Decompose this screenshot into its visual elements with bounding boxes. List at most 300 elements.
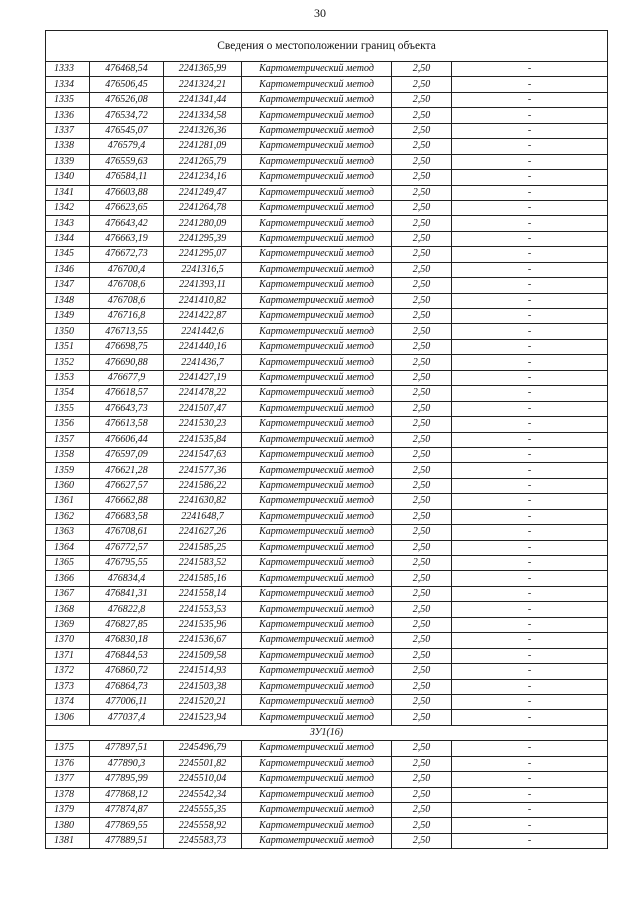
y-coordinate-cell: 2241585,16 bbox=[164, 571, 242, 586]
precision-cell: 2,50 bbox=[392, 432, 452, 447]
precision-cell: 2,50 bbox=[392, 247, 452, 262]
y-coordinate-cell: 2241503,38 bbox=[164, 679, 242, 694]
description-cell: - bbox=[452, 710, 608, 725]
method-cell: Картометрический метод bbox=[242, 355, 392, 370]
method-cell: Картометрический метод bbox=[242, 108, 392, 123]
table-row bbox=[46, 247, 608, 262]
point-number-cell: 1375 bbox=[46, 741, 90, 756]
precision-cell: 2,50 bbox=[392, 154, 452, 169]
x-coordinate-cell: 477889,51 bbox=[90, 833, 164, 848]
y-coordinate-cell: 2245583,73 bbox=[164, 833, 242, 848]
x-coordinate-cell: 476545,07 bbox=[90, 123, 164, 138]
x-coordinate-cell: 476643,73 bbox=[90, 401, 164, 416]
point-number-cell: 1360 bbox=[46, 478, 90, 493]
section-header-row bbox=[46, 725, 608, 740]
table-row bbox=[46, 787, 608, 802]
method-cell: Картометрический метод bbox=[242, 247, 392, 262]
precision-cell: 2,50 bbox=[392, 309, 452, 324]
precision-cell: 2,50 bbox=[392, 324, 452, 339]
point-number-cell: 1340 bbox=[46, 170, 90, 185]
x-coordinate-cell: 477037,4 bbox=[90, 710, 164, 725]
table-row bbox=[46, 478, 608, 493]
boundary-table bbox=[45, 30, 608, 849]
x-coordinate-cell: 476698,75 bbox=[90, 339, 164, 354]
precision-cell: 2,50 bbox=[392, 741, 452, 756]
precision-cell: 2,50 bbox=[392, 571, 452, 586]
precision-cell: 2,50 bbox=[392, 818, 452, 833]
description-cell: - bbox=[452, 77, 608, 92]
precision-cell: 2,50 bbox=[392, 293, 452, 308]
table-row bbox=[46, 525, 608, 540]
section-label: ЗУ1(16) bbox=[46, 725, 608, 740]
description-cell: - bbox=[452, 787, 608, 802]
precision-cell: 2,50 bbox=[392, 447, 452, 462]
point-number-cell: 1349 bbox=[46, 309, 90, 324]
x-coordinate-cell: 476613,58 bbox=[90, 417, 164, 432]
method-cell: Картометрический метод bbox=[242, 185, 392, 200]
precision-cell: 2,50 bbox=[392, 803, 452, 818]
y-coordinate-cell: 2241324,21 bbox=[164, 77, 242, 92]
precision-cell: 2,50 bbox=[392, 386, 452, 401]
precision-cell: 2,50 bbox=[392, 417, 452, 432]
y-coordinate-cell: 2241509,58 bbox=[164, 648, 242, 663]
table-title-row bbox=[46, 31, 608, 62]
x-coordinate-cell: 476772,57 bbox=[90, 540, 164, 555]
x-coordinate-cell: 476662,88 bbox=[90, 494, 164, 509]
table-row bbox=[46, 633, 608, 648]
table-row bbox=[46, 262, 608, 277]
y-coordinate-cell: 2241583,52 bbox=[164, 556, 242, 571]
method-cell: Картометрический метод bbox=[242, 278, 392, 293]
precision-cell: 2,50 bbox=[392, 478, 452, 493]
x-coordinate-cell: 476603,88 bbox=[90, 185, 164, 200]
method-cell: Картометрический метод bbox=[242, 139, 392, 154]
description-cell: - bbox=[452, 401, 608, 416]
method-cell: Картометрический метод bbox=[242, 370, 392, 385]
point-number-cell: 1350 bbox=[46, 324, 90, 339]
point-number-cell: 1361 bbox=[46, 494, 90, 509]
method-cell: Картометрический метод bbox=[242, 803, 392, 818]
point-number-cell: 1339 bbox=[46, 154, 90, 169]
method-cell: Картометрический метод bbox=[242, 664, 392, 679]
precision-cell: 2,50 bbox=[392, 92, 452, 107]
table-row bbox=[46, 154, 608, 169]
table-row bbox=[46, 355, 608, 370]
description-cell: - bbox=[452, 154, 608, 169]
y-coordinate-cell: 2241281,09 bbox=[164, 139, 242, 154]
x-coordinate-cell: 476672,73 bbox=[90, 247, 164, 262]
precision-cell: 2,50 bbox=[392, 787, 452, 802]
point-number-cell: 1358 bbox=[46, 447, 90, 462]
point-number-cell: 1374 bbox=[46, 694, 90, 709]
y-coordinate-cell: 2241530,23 bbox=[164, 417, 242, 432]
method-cell: Картометрический метод bbox=[242, 617, 392, 632]
table-row bbox=[46, 216, 608, 231]
point-number-cell: 1380 bbox=[46, 818, 90, 833]
x-coordinate-cell: 476506,45 bbox=[90, 77, 164, 92]
description-cell: - bbox=[452, 617, 608, 632]
description-cell: - bbox=[452, 648, 608, 663]
point-number-cell: 1368 bbox=[46, 602, 90, 617]
point-number-cell: 1356 bbox=[46, 417, 90, 432]
table-row bbox=[46, 494, 608, 509]
point-number-cell: 1354 bbox=[46, 386, 90, 401]
point-number-cell: 1381 bbox=[46, 833, 90, 848]
method-cell: Картометрический метод bbox=[242, 62, 392, 77]
page-number: 30 bbox=[314, 6, 326, 20]
point-number-cell: 1373 bbox=[46, 679, 90, 694]
y-coordinate-cell: 2241547,63 bbox=[164, 447, 242, 462]
method-cell: Картометрический метод bbox=[242, 494, 392, 509]
method-cell: Картометрический метод bbox=[242, 262, 392, 277]
y-coordinate-cell: 2241249,47 bbox=[164, 185, 242, 200]
precision-cell: 2,50 bbox=[392, 355, 452, 370]
x-coordinate-cell: 476860,72 bbox=[90, 664, 164, 679]
table-row bbox=[46, 324, 608, 339]
description-cell: - bbox=[452, 602, 608, 617]
table-row bbox=[46, 401, 608, 416]
method-cell: Картометрический метод bbox=[242, 447, 392, 462]
point-number-cell: 1333 bbox=[46, 62, 90, 77]
description-cell: - bbox=[452, 309, 608, 324]
point-number-cell: 1345 bbox=[46, 247, 90, 262]
precision-cell: 2,50 bbox=[392, 108, 452, 123]
point-number-cell: 1335 bbox=[46, 92, 90, 107]
x-coordinate-cell: 476584,11 bbox=[90, 170, 164, 185]
table-row bbox=[46, 571, 608, 586]
description-cell: - bbox=[452, 62, 608, 77]
y-coordinate-cell: 2241316,5 bbox=[164, 262, 242, 277]
x-coordinate-cell: 476708,6 bbox=[90, 278, 164, 293]
y-coordinate-cell: 2241514,93 bbox=[164, 664, 242, 679]
table-row bbox=[46, 139, 608, 154]
y-coordinate-cell: 2241264,78 bbox=[164, 200, 242, 215]
table-row bbox=[46, 123, 608, 138]
method-cell: Картометрический метод bbox=[242, 216, 392, 231]
table-title: Сведения о местоположении границ объекта bbox=[46, 31, 608, 62]
x-coordinate-cell: 476827,85 bbox=[90, 617, 164, 632]
table-row bbox=[46, 833, 608, 848]
precision-cell: 2,50 bbox=[392, 123, 452, 138]
point-number-cell: 1379 bbox=[46, 803, 90, 818]
y-coordinate-cell: 2241341,44 bbox=[164, 92, 242, 107]
description-cell: - bbox=[452, 432, 608, 447]
x-coordinate-cell: 476690,88 bbox=[90, 355, 164, 370]
y-coordinate-cell: 2241478,22 bbox=[164, 386, 242, 401]
precision-cell: 2,50 bbox=[392, 664, 452, 679]
description-cell: - bbox=[452, 324, 608, 339]
description-cell: - bbox=[452, 108, 608, 123]
method-cell: Картометрический метод bbox=[242, 756, 392, 771]
x-coordinate-cell: 476606,44 bbox=[90, 432, 164, 447]
x-coordinate-cell: 476597,09 bbox=[90, 447, 164, 462]
table-row bbox=[46, 617, 608, 632]
method-cell: Картометрический метод bbox=[242, 694, 392, 709]
description-cell: - bbox=[452, 417, 608, 432]
x-coordinate-cell: 476677,9 bbox=[90, 370, 164, 385]
description-cell: - bbox=[452, 525, 608, 540]
table-row bbox=[46, 586, 608, 601]
precision-cell: 2,50 bbox=[392, 185, 452, 200]
description-cell: - bbox=[452, 540, 608, 555]
point-number-cell: 1363 bbox=[46, 525, 90, 540]
y-coordinate-cell: 2241280,09 bbox=[164, 216, 242, 231]
method-cell: Картометрический метод bbox=[242, 324, 392, 339]
method-cell: Картометрический метод bbox=[242, 509, 392, 524]
precision-cell: 2,50 bbox=[392, 62, 452, 77]
x-coordinate-cell: 476795,55 bbox=[90, 556, 164, 571]
table-row bbox=[46, 463, 608, 478]
point-number-cell: 1306 bbox=[46, 710, 90, 725]
y-coordinate-cell: 2241648,7 bbox=[164, 509, 242, 524]
table-row bbox=[46, 200, 608, 215]
table-row bbox=[46, 231, 608, 246]
point-number-cell: 1377 bbox=[46, 772, 90, 787]
method-cell: Картометрический метод bbox=[242, 556, 392, 571]
x-coordinate-cell: 476643,42 bbox=[90, 216, 164, 231]
description-cell: - bbox=[452, 664, 608, 679]
x-coordinate-cell: 477868,12 bbox=[90, 787, 164, 802]
x-coordinate-cell: 476864,73 bbox=[90, 679, 164, 694]
table-row bbox=[46, 648, 608, 663]
point-number-cell: 1378 bbox=[46, 787, 90, 802]
method-cell: Картометрический метод bbox=[242, 123, 392, 138]
description-cell: - bbox=[452, 293, 608, 308]
description-cell: - bbox=[452, 803, 608, 818]
method-cell: Картометрический метод bbox=[242, 200, 392, 215]
x-coordinate-cell: 477006,11 bbox=[90, 694, 164, 709]
y-coordinate-cell: 2241410,82 bbox=[164, 293, 242, 308]
point-number-cell: 1357 bbox=[46, 432, 90, 447]
y-coordinate-cell: 2241586,22 bbox=[164, 478, 242, 493]
table-row bbox=[46, 741, 608, 756]
y-coordinate-cell: 2245542,34 bbox=[164, 787, 242, 802]
table-row bbox=[46, 694, 608, 709]
point-number-cell: 1365 bbox=[46, 556, 90, 571]
table-row bbox=[46, 170, 608, 185]
y-coordinate-cell: 2241265,79 bbox=[164, 154, 242, 169]
table-row bbox=[46, 386, 608, 401]
method-cell: Картометрический метод bbox=[242, 401, 392, 416]
precision-cell: 2,50 bbox=[392, 679, 452, 694]
precision-cell: 2,50 bbox=[392, 540, 452, 555]
precision-cell: 2,50 bbox=[392, 710, 452, 725]
description-cell: - bbox=[452, 339, 608, 354]
description-cell: - bbox=[452, 772, 608, 787]
point-number-cell: 1364 bbox=[46, 540, 90, 555]
method-cell: Картометрический метод bbox=[242, 154, 392, 169]
x-coordinate-cell: 476683,58 bbox=[90, 509, 164, 524]
y-coordinate-cell: 2245501,82 bbox=[164, 756, 242, 771]
precision-cell: 2,50 bbox=[392, 525, 452, 540]
method-cell: Картометрический метод bbox=[242, 602, 392, 617]
method-cell: Картометрический метод bbox=[242, 417, 392, 432]
table-row bbox=[46, 803, 608, 818]
method-cell: Картометрический метод bbox=[242, 463, 392, 478]
method-cell: Картометрический метод bbox=[242, 432, 392, 447]
point-number-cell: 1337 bbox=[46, 123, 90, 138]
table-row bbox=[46, 772, 608, 787]
description-cell: - bbox=[452, 463, 608, 478]
y-coordinate-cell: 2241507,47 bbox=[164, 401, 242, 416]
method-cell: Картометрический метод bbox=[242, 525, 392, 540]
precision-cell: 2,50 bbox=[392, 370, 452, 385]
point-number-cell: 1351 bbox=[46, 339, 90, 354]
y-coordinate-cell: 2241523,94 bbox=[164, 710, 242, 725]
method-cell: Картометрический метод bbox=[242, 586, 392, 601]
description-cell: - bbox=[452, 833, 608, 848]
x-coordinate-cell: 476627,57 bbox=[90, 478, 164, 493]
x-coordinate-cell: 476623,65 bbox=[90, 200, 164, 215]
precision-cell: 2,50 bbox=[392, 509, 452, 524]
description-cell: - bbox=[452, 494, 608, 509]
precision-cell: 2,50 bbox=[392, 833, 452, 848]
precision-cell: 2,50 bbox=[392, 216, 452, 231]
precision-cell: 2,50 bbox=[392, 339, 452, 354]
point-number-cell: 1338 bbox=[46, 139, 90, 154]
point-number-cell: 1352 bbox=[46, 355, 90, 370]
precision-cell: 2,50 bbox=[392, 231, 452, 246]
x-coordinate-cell: 476716,8 bbox=[90, 309, 164, 324]
method-cell: Картометрический метод bbox=[242, 540, 392, 555]
table-row bbox=[46, 432, 608, 447]
precision-cell: 2,50 bbox=[392, 694, 452, 709]
table-row bbox=[46, 710, 608, 725]
point-number-cell: 1343 bbox=[46, 216, 90, 231]
y-coordinate-cell: 2241295,07 bbox=[164, 247, 242, 262]
y-coordinate-cell: 2241558,14 bbox=[164, 586, 242, 601]
precision-cell: 2,50 bbox=[392, 648, 452, 663]
precision-cell: 2,50 bbox=[392, 617, 452, 632]
table-row bbox=[46, 108, 608, 123]
x-coordinate-cell: 476621,28 bbox=[90, 463, 164, 478]
y-coordinate-cell: 2241535,84 bbox=[164, 432, 242, 447]
point-number-cell: 1369 bbox=[46, 617, 90, 632]
method-cell: Картометрический метод bbox=[242, 92, 392, 107]
method-cell: Картометрический метод bbox=[242, 787, 392, 802]
description-cell: - bbox=[452, 386, 608, 401]
method-cell: Картометрический метод bbox=[242, 710, 392, 725]
table-row bbox=[46, 679, 608, 694]
description-cell: - bbox=[452, 679, 608, 694]
description-cell: - bbox=[452, 355, 608, 370]
y-coordinate-cell: 2241630,82 bbox=[164, 494, 242, 509]
precision-cell: 2,50 bbox=[392, 494, 452, 509]
y-coordinate-cell: 2241326,36 bbox=[164, 123, 242, 138]
y-coordinate-cell: 2241442,6 bbox=[164, 324, 242, 339]
precision-cell: 2,50 bbox=[392, 278, 452, 293]
precision-cell: 2,50 bbox=[392, 633, 452, 648]
table-row bbox=[46, 540, 608, 555]
x-coordinate-cell: 476700,4 bbox=[90, 262, 164, 277]
y-coordinate-cell: 2241422,87 bbox=[164, 309, 242, 324]
precision-cell: 2,50 bbox=[392, 463, 452, 478]
table-row bbox=[46, 556, 608, 571]
x-coordinate-cell: 476708,6 bbox=[90, 293, 164, 308]
precision-cell: 2,50 bbox=[392, 586, 452, 601]
point-number-cell: 1353 bbox=[46, 370, 90, 385]
description-cell: - bbox=[452, 571, 608, 586]
point-number-cell: 1371 bbox=[46, 648, 90, 663]
y-coordinate-cell: 2241234,16 bbox=[164, 170, 242, 185]
description-cell: - bbox=[452, 818, 608, 833]
point-number-cell: 1372 bbox=[46, 664, 90, 679]
description-cell: - bbox=[452, 231, 608, 246]
y-coordinate-cell: 2241627,26 bbox=[164, 525, 242, 540]
point-number-cell: 1334 bbox=[46, 77, 90, 92]
x-coordinate-cell: 476559,63 bbox=[90, 154, 164, 169]
point-number-cell: 1342 bbox=[46, 200, 90, 215]
table-row bbox=[46, 185, 608, 200]
description-cell: - bbox=[452, 478, 608, 493]
y-coordinate-cell: 2241440,16 bbox=[164, 339, 242, 354]
precision-cell: 2,50 bbox=[392, 200, 452, 215]
x-coordinate-cell: 476708,61 bbox=[90, 525, 164, 540]
x-coordinate-cell: 476468,54 bbox=[90, 62, 164, 77]
x-coordinate-cell: 476618,57 bbox=[90, 386, 164, 401]
y-coordinate-cell: 2241577,36 bbox=[164, 463, 242, 478]
description-cell: - bbox=[452, 633, 608, 648]
method-cell: Картометрический метод bbox=[242, 648, 392, 663]
x-coordinate-cell: 477897,51 bbox=[90, 741, 164, 756]
point-number-cell: 1341 bbox=[46, 185, 90, 200]
table-row bbox=[46, 818, 608, 833]
table-row bbox=[46, 664, 608, 679]
precision-cell: 2,50 bbox=[392, 401, 452, 416]
method-cell: Картометрический метод bbox=[242, 833, 392, 848]
point-number-cell: 1346 bbox=[46, 262, 90, 277]
point-number-cell: 1336 bbox=[46, 108, 90, 123]
x-coordinate-cell: 477890,3 bbox=[90, 756, 164, 771]
method-cell: Картометрический метод bbox=[242, 741, 392, 756]
table-row bbox=[46, 447, 608, 462]
y-coordinate-cell: 2241334,58 bbox=[164, 108, 242, 123]
y-coordinate-cell: 2241436,7 bbox=[164, 355, 242, 370]
description-cell: - bbox=[452, 92, 608, 107]
table-row bbox=[46, 77, 608, 92]
y-coordinate-cell: 2241535,96 bbox=[164, 617, 242, 632]
x-coordinate-cell: 477874,87 bbox=[90, 803, 164, 818]
description-cell: - bbox=[452, 200, 608, 215]
description-cell: - bbox=[452, 247, 608, 262]
description-cell: - bbox=[452, 741, 608, 756]
description-cell: - bbox=[452, 262, 608, 277]
method-cell: Картометрический метод bbox=[242, 309, 392, 324]
table-row bbox=[46, 602, 608, 617]
table-row bbox=[46, 278, 608, 293]
method-cell: Картометрический метод bbox=[242, 633, 392, 648]
y-coordinate-cell: 2241553,53 bbox=[164, 602, 242, 617]
description-cell: - bbox=[452, 216, 608, 231]
method-cell: Картометрический метод bbox=[242, 293, 392, 308]
method-cell: Картометрический метод bbox=[242, 478, 392, 493]
point-number-cell: 1366 bbox=[46, 571, 90, 586]
point-number-cell: 1367 bbox=[46, 586, 90, 601]
table-row bbox=[46, 309, 608, 324]
table-row bbox=[46, 756, 608, 771]
point-number-cell: 1376 bbox=[46, 756, 90, 771]
method-cell: Картометрический метод bbox=[242, 818, 392, 833]
x-coordinate-cell: 476844,53 bbox=[90, 648, 164, 663]
method-cell: Картометрический метод bbox=[242, 170, 392, 185]
precision-cell: 2,50 bbox=[392, 262, 452, 277]
method-cell: Картометрический метод bbox=[242, 339, 392, 354]
x-coordinate-cell: 476579,4 bbox=[90, 139, 164, 154]
x-coordinate-cell: 477869,55 bbox=[90, 818, 164, 833]
table-row bbox=[46, 509, 608, 524]
x-coordinate-cell: 476830,18 bbox=[90, 633, 164, 648]
y-coordinate-cell: 2245555,35 bbox=[164, 803, 242, 818]
